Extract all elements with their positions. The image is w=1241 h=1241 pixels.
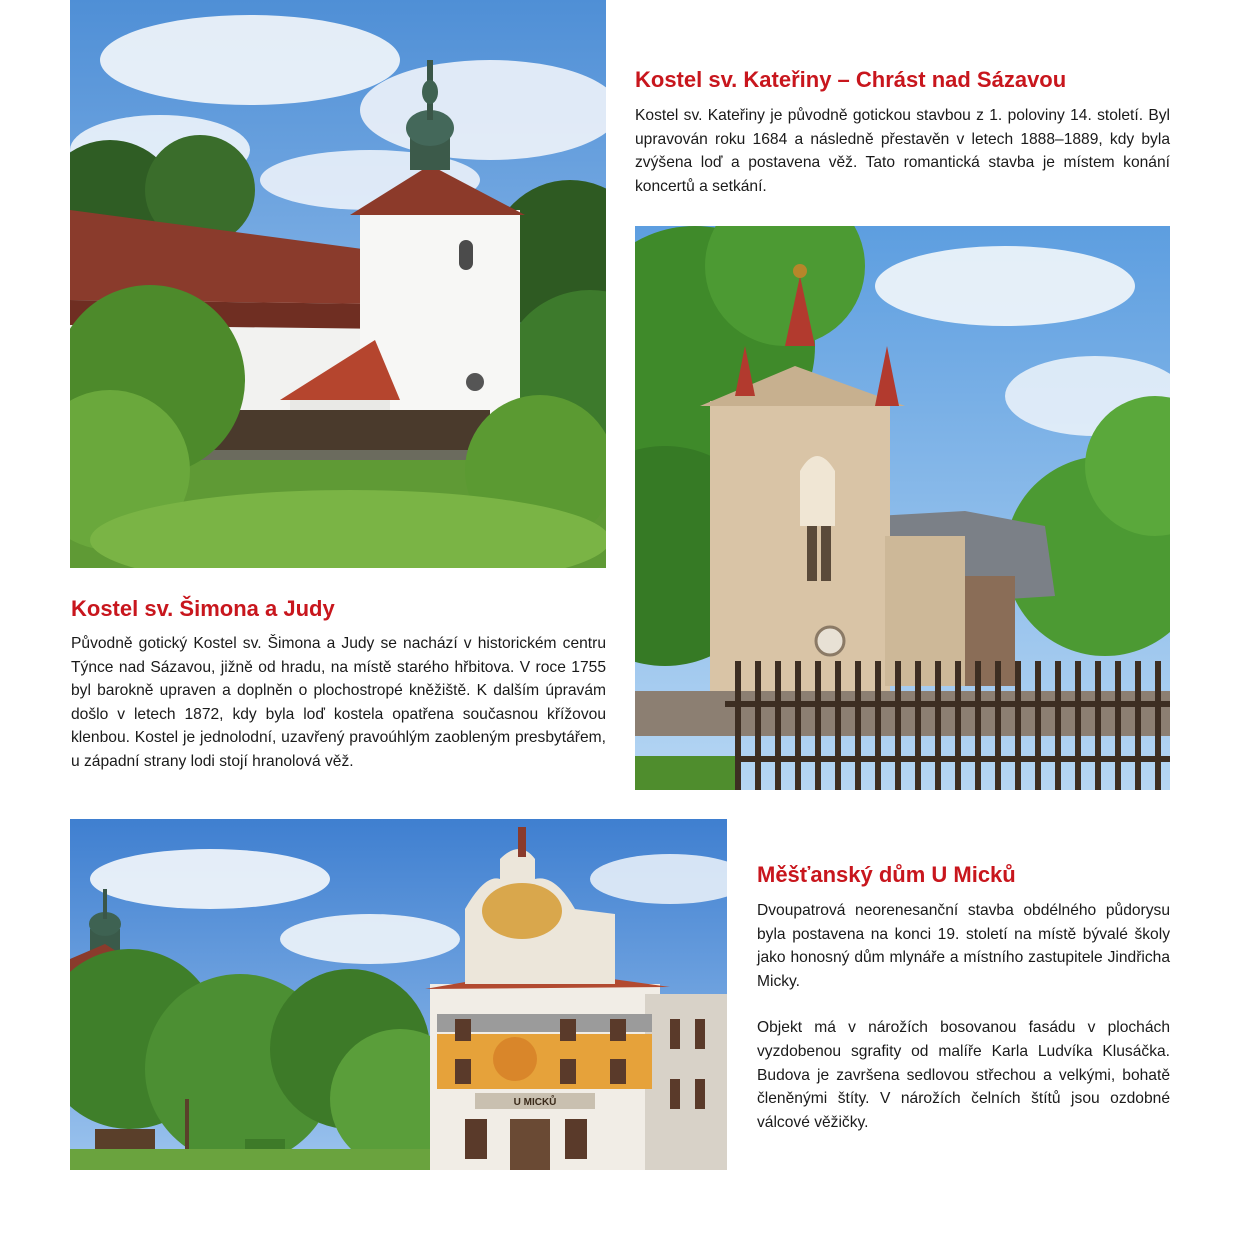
title-dum-u-micku: Měšťanský dům U Micků — [757, 862, 1016, 887]
paragraph-simona-a-judy: Původně gotický Kostel sv. Šimona a Judy se nachází v historickém centru Týnce nad Sázavou, jižně od hradu, na místě starého hřbitova. V roce 1755 byl barokně upraven a doplněn o plochostropé kněžiště. K dalším úpravám došlo v letech 1872, kdy byla loď kostela opatřena současnou křížovou klenbou. Kostel je jednolodní, uzavřený pravoúhlým zaobleným presbytářem, u západní strany lodi stojí hranolová věž. — [71, 635, 606, 770]
paragraph-kateriny: Kostel sv. Kateřiny je původně gotickou stavbou z 1. poloviny 14. století. Byl upravován roku 1684 a následně přestavěn v letech 1888–1889, kdy byla zvýšena loď a postavena věž. Tato romantická stavba je místem konání koncertů a setkání. — [635, 107, 1170, 195]
text-dum-u-micku — [757, 899, 1170, 1134]
photo-kostel-simona-a-judy — [70, 0, 606, 568]
title-kostel-sv-kateriny: Kostel sv. Kateřiny – Chrást nad Sázavou — [635, 67, 1067, 92]
photo-dum-u-micku — [70, 819, 727, 1170]
photo-kostel-sv-kateriny — [635, 226, 1170, 790]
title-kostel-simona-a-judy: Kostel sv. Šimona a Judy — [71, 596, 335, 621]
text-kostel-sv-kateriny — [635, 104, 1170, 198]
paragraph-micku-2: Objekt má v nárožích bosovanou fasádu v plochách vyzdobenou sgrafity od malíře Karla Ludvíka Klusáčka. Budova je završena sedlovou střechou a velkými, bohatě členěnými štíty. V nárožích čelních štítů jsou ozdobné válcové věžičky. — [757, 1019, 1170, 1131]
house-sign: U MICKŮ — [513, 1097, 557, 1108]
paragraph-micku-1: Dvoupatrová neorenesanční stavba obdélného půdorysu byla postavena na konci 19. století na místě bývalé školy jako honosný dům mlynáře a místního zastupitele Jindřicha Micky. — [757, 902, 1170, 990]
text-kostel-simona-a-judy — [71, 632, 606, 774]
